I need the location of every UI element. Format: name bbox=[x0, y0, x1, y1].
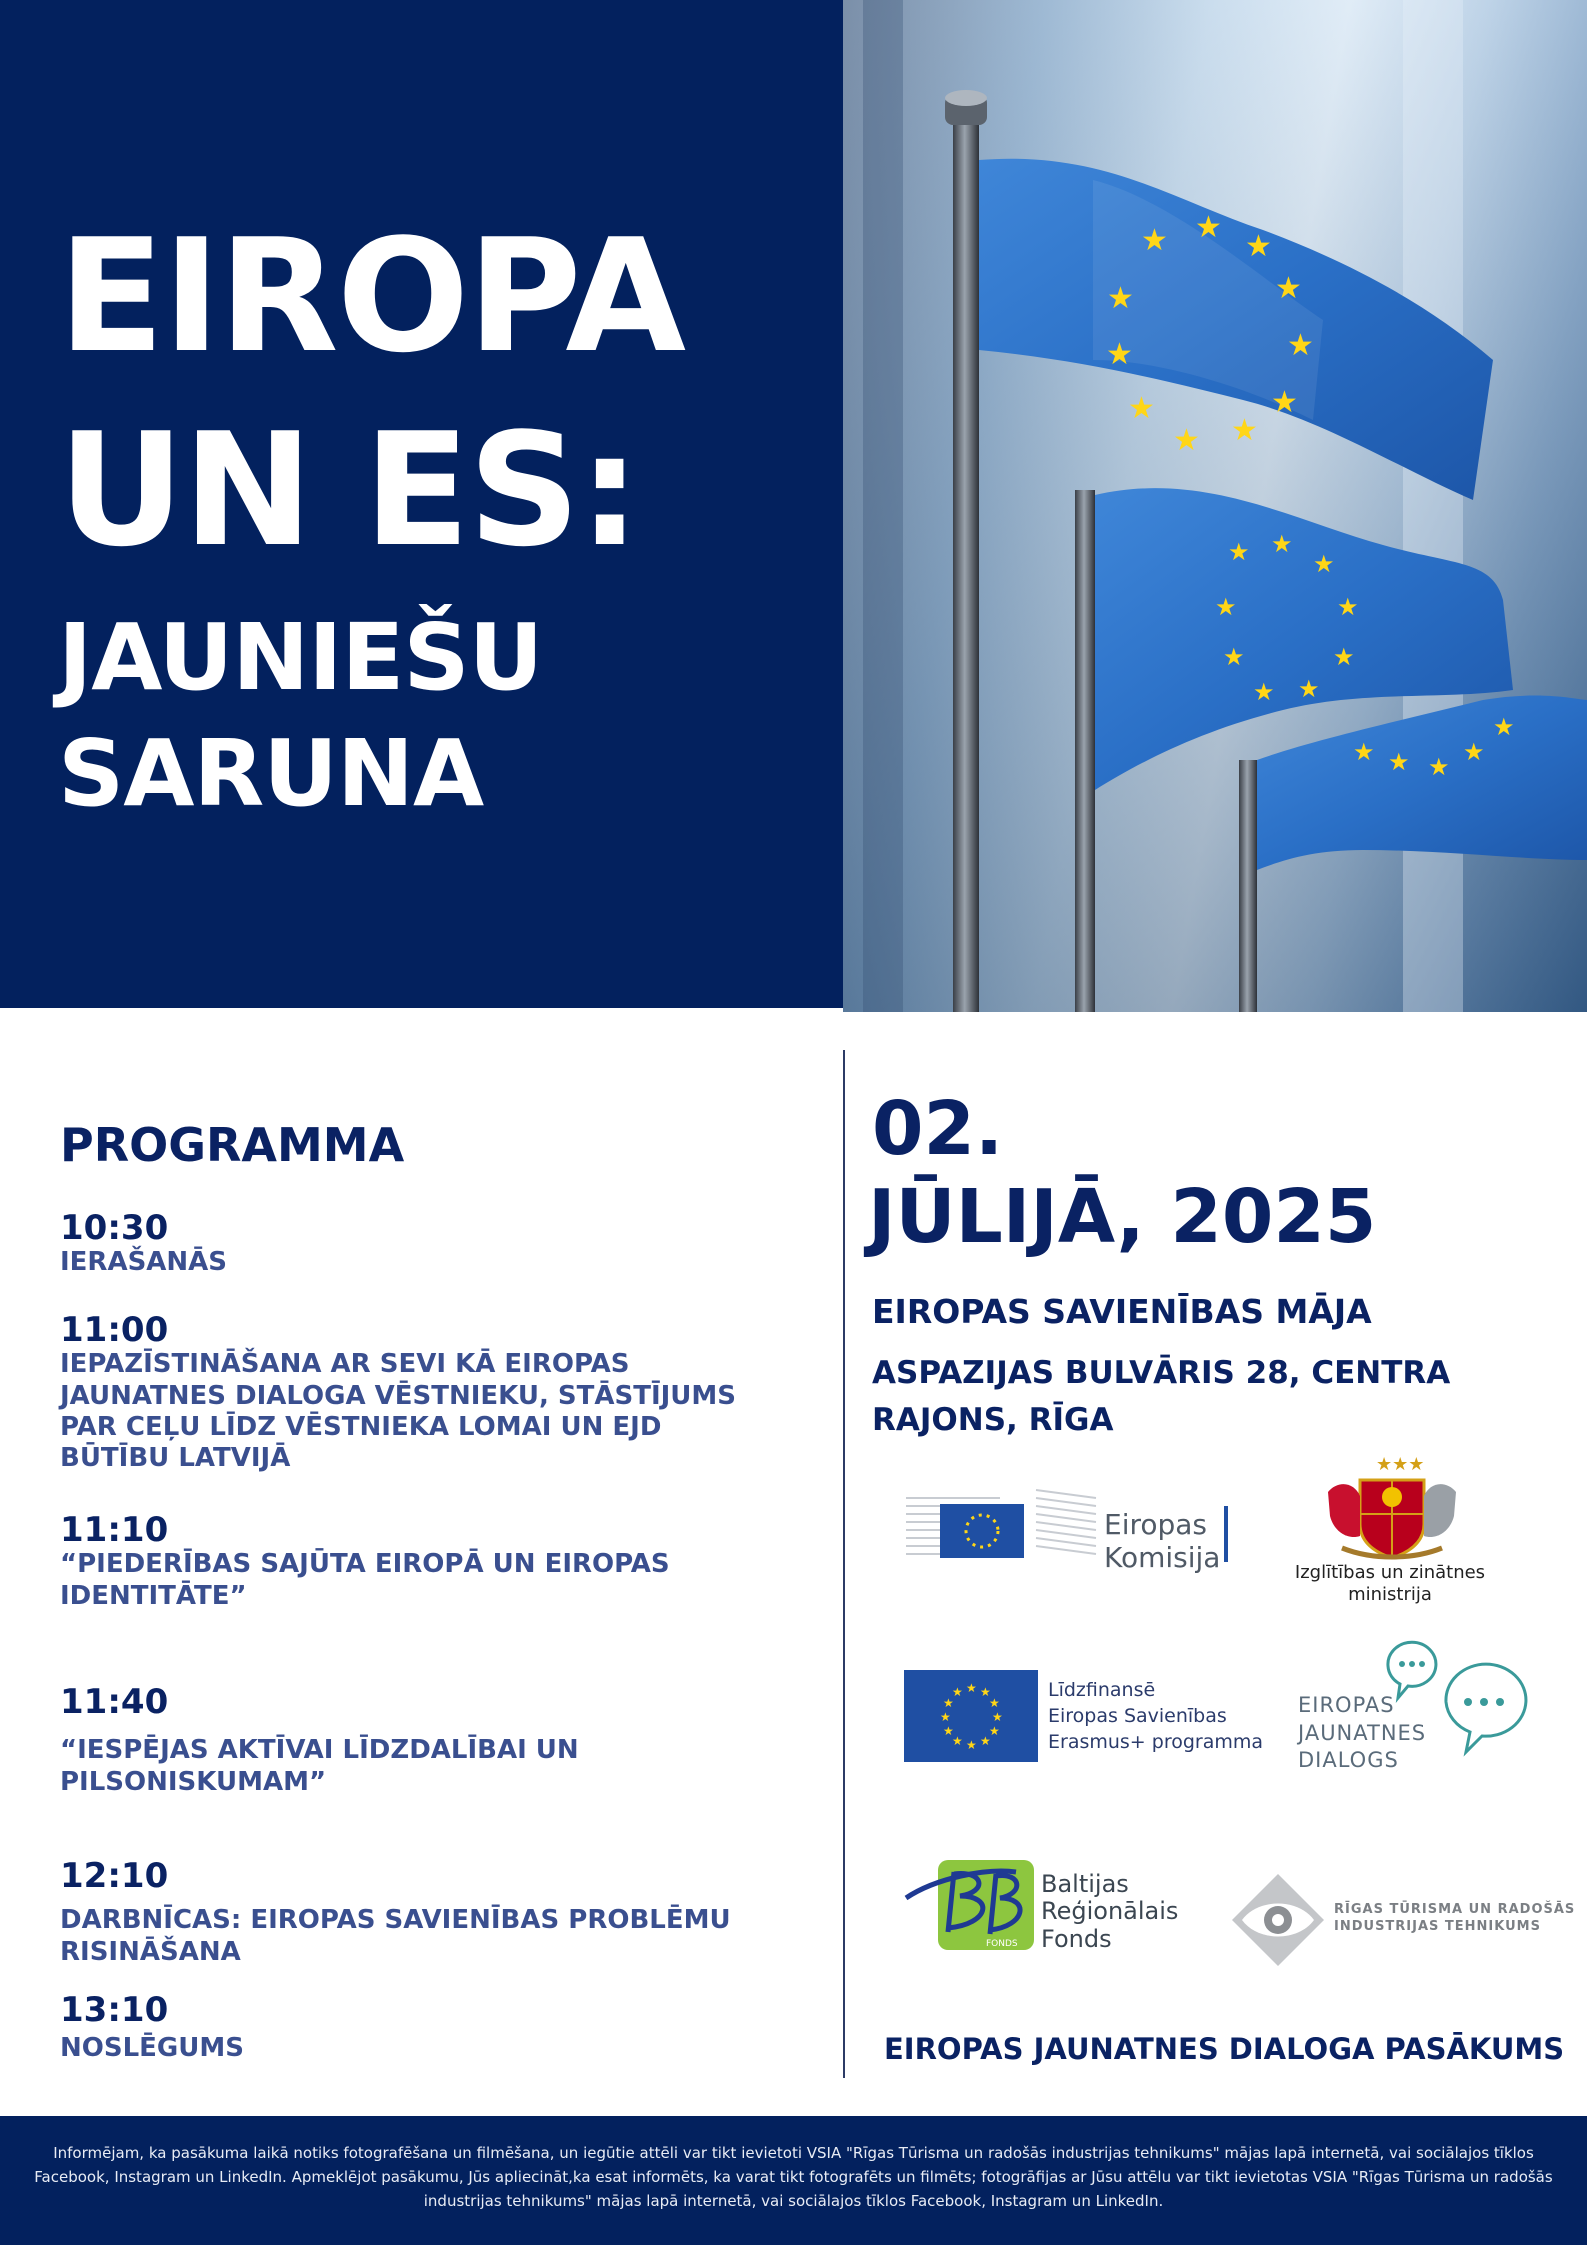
svg-text:★: ★ bbox=[940, 1710, 951, 1724]
programme-desc: NOSLĒGUMS bbox=[60, 2033, 244, 2064]
svg-text:★: ★ bbox=[1195, 210, 1222, 245]
svg-text:★: ★ bbox=[1313, 550, 1335, 578]
title-line-1: EIROPA bbox=[58, 205, 685, 387]
brf-line-3: Fonds bbox=[1041, 1924, 1112, 1953]
svg-text:★: ★ bbox=[980, 1734, 991, 1748]
svg-text:★: ★ bbox=[943, 1696, 954, 1710]
programme-heading: PROGRAMMA bbox=[60, 1118, 405, 1172]
izm-line-1: Izglītības un zinātnes bbox=[1294, 1562, 1486, 1583]
eu-flags-illustration bbox=[843, 0, 1587, 1012]
svg-text:★: ★ bbox=[1107, 281, 1134, 316]
svg-text:★: ★ bbox=[1463, 738, 1485, 766]
ek-line-2: Komisija bbox=[1104, 1541, 1221, 1575]
rtrit-text bbox=[1334, 1902, 1575, 1936]
svg-text:★: ★ bbox=[952, 1734, 963, 1748]
flag-pole bbox=[1075, 490, 1095, 1012]
brf-text bbox=[1041, 1871, 1178, 1953]
flag-pole bbox=[1239, 760, 1257, 1012]
svg-text:★: ★ bbox=[1173, 423, 1200, 458]
svg-text:★: ★ bbox=[1215, 593, 1237, 621]
programme-desc: IERAŠANĀS bbox=[60, 1247, 228, 1278]
programme-time: 11:10 bbox=[60, 1510, 169, 1550]
programme-item bbox=[60, 1312, 790, 1474]
ejd-text: EIROPAS JAUNATNES DIALOGS bbox=[1298, 1693, 1427, 1773]
programme-desc: IEPAZĪSTINĀŠANA AR SEVI KĀ EIROPAS JAUNATNES DIALOGA VĒSTNIEKU, STĀSTĪJUMS PAR CEĻU LĪDZ VĒSTNIEKA LOMAI UN EJD BŪTĪBU LATVIJĀ bbox=[60, 1349, 737, 1473]
svg-text:★: ★ bbox=[989, 1696, 1000, 1710]
rtrit-line-1: RĪGAS TŪRISMA UN RADOŠĀS bbox=[1334, 1902, 1576, 1917]
svg-text:★: ★ bbox=[1493, 713, 1515, 741]
eu-flag-cofunded-logo bbox=[904, 1670, 1038, 1762]
programme-item bbox=[60, 1684, 790, 1798]
european-commission-text bbox=[1104, 1508, 1220, 1574]
ek-line-1: Eiropas bbox=[1104, 1508, 1208, 1541]
svg-text:★: ★ bbox=[943, 1724, 954, 1738]
baltic-regional-fund-logo bbox=[904, 1852, 1040, 1952]
svg-text:★: ★ bbox=[966, 1681, 977, 1695]
svg-text:★: ★ bbox=[992, 1710, 1003, 1724]
event-caption: EIROPAS JAUNATNES DIALOGA PASĀKUMS bbox=[884, 2032, 1565, 2066]
izm-text bbox=[1290, 1562, 1490, 1605]
erasmus-line-3: Erasmus+ programma bbox=[1048, 1730, 1264, 1753]
svg-text:★: ★ bbox=[952, 1685, 963, 1699]
svg-text:★: ★ bbox=[1298, 675, 1320, 703]
programme-item bbox=[60, 1992, 790, 2065]
svg-text:★: ★ bbox=[1275, 271, 1302, 306]
svg-text:★: ★ bbox=[1106, 337, 1133, 372]
programme-time: 11:40 bbox=[60, 1682, 169, 1722]
programme-desc: DARBNĪCAS: EIROPAS SAVIENĪBAS PROBLĒMU RISINĀŠANA bbox=[60, 1905, 731, 1967]
svg-text:★: ★ bbox=[1333, 643, 1355, 671]
ek-logo-bar bbox=[1224, 1506, 1228, 1562]
brf-line-1: Baltijas bbox=[1041, 1870, 1129, 1898]
erasmus-text bbox=[1048, 1678, 1263, 1755]
programme-item bbox=[60, 1858, 790, 1968]
rtrit-line-2: INDUSTRIJAS TEHNIKUMS bbox=[1334, 1918, 1541, 1934]
rtrit-eye-logo bbox=[1228, 1870, 1328, 1970]
svg-text:★: ★ bbox=[1253, 678, 1275, 706]
flag-pole bbox=[953, 120, 979, 1012]
svg-text:★: ★ bbox=[989, 1724, 1000, 1738]
svg-text:★: ★ bbox=[1271, 530, 1293, 558]
event-date-day: 02. bbox=[872, 1086, 1004, 1172]
svg-text:★: ★ bbox=[1337, 593, 1359, 621]
photo-notice: Informējam, ka pasākuma laikā notiks fotografēšana un filmēšana, un iegūtie attēli var tikt ievietoti VSIA "Rīgas Tūrisma un radošās industrijas tehnikums" mājas lapā internetā, vai sociālajos tīklos Facebook, Instagram un LinkedIn. Apmeklējot pasākumu, Jūs apliecināt,ka esat informēts, ka varat tikt fotografēts un filmēts; fotogrāfijas ar Jūsu attēlu var tikt ievietotas VSIA "Rīgas Tūrisma un radošās industrijas tehnikums" mājas lapā internetā, vai sociālajos tīklos Facebook, Instagram un LinkedIn. bbox=[34, 2144, 1553, 2210]
title-line-2: UN ES: bbox=[58, 399, 639, 581]
programme-time: 11:00 bbox=[60, 1310, 169, 1350]
programme-time: 10:30 bbox=[60, 1208, 169, 1248]
svg-text:★: ★ bbox=[1271, 385, 1298, 420]
izm-line-2: ministrija bbox=[1348, 1583, 1432, 1605]
latvia-coat-of-arms-logo bbox=[1322, 1452, 1462, 1562]
programme-item bbox=[60, 1210, 790, 1279]
event-date-month-year: JŪLIJĀ, 2025 bbox=[868, 1174, 1377, 1260]
vertical-divider bbox=[843, 1050, 845, 2078]
footer bbox=[0, 2116, 1587, 2245]
subtitle-line-1: JAUNIEŠU bbox=[58, 604, 543, 711]
brf-badge: FONDS bbox=[986, 1939, 1018, 1949]
erasmus-line-2: Eiropas Savienības bbox=[1048, 1704, 1227, 1727]
erasmus-line-1: Līdzfinansē bbox=[1048, 1679, 1156, 1701]
subtitle-line-2: SARUNA bbox=[58, 720, 484, 827]
event-venue: EIROPAS SAVIENĪBAS MĀJA bbox=[872, 1292, 1372, 1331]
svg-text:★: ★ bbox=[1353, 738, 1375, 766]
svg-text:★: ★ bbox=[1141, 223, 1168, 258]
svg-text:★: ★ bbox=[1228, 538, 1250, 566]
svg-text:★: ★ bbox=[966, 1738, 977, 1752]
svg-text:★: ★ bbox=[1231, 413, 1258, 448]
programme-time: 12:10 bbox=[60, 1856, 169, 1896]
svg-text:★: ★ bbox=[1128, 391, 1155, 426]
programme-time: 13:10 bbox=[60, 1990, 169, 2030]
svg-text:★: ★ bbox=[1287, 328, 1314, 363]
eu-flags-photo bbox=[843, 0, 1587, 1012]
programme-desc: “PIEDERĪBAS SAJŪTA EIROPĀ UN EIROPAS IDENTITĀTE” bbox=[60, 1549, 670, 1611]
programme-item bbox=[60, 1512, 790, 1612]
svg-text:★: ★ bbox=[1245, 229, 1272, 264]
european-commission-logo bbox=[900, 1478, 1100, 1562]
svg-text:★: ★ bbox=[1388, 748, 1410, 776]
brf-line-2: Reģionālais bbox=[1041, 1897, 1179, 1926]
svg-text:★: ★ bbox=[980, 1685, 991, 1699]
svg-text:★: ★ bbox=[1428, 753, 1450, 781]
svg-text:★: ★ bbox=[1223, 643, 1245, 671]
svg-text:★★★: ★★★ bbox=[1376, 1454, 1425, 1475]
programme-desc: “IESPĒJAS AKTĪVAI LĪDZDALĪBAI UN PILSONISKUMAM” bbox=[60, 1735, 579, 1797]
event-address: ASPAZIJAS BULVĀRIS 28, CENTRA RAJONS, RĪGA bbox=[872, 1355, 1451, 1438]
hero-panel bbox=[0, 0, 843, 1008]
